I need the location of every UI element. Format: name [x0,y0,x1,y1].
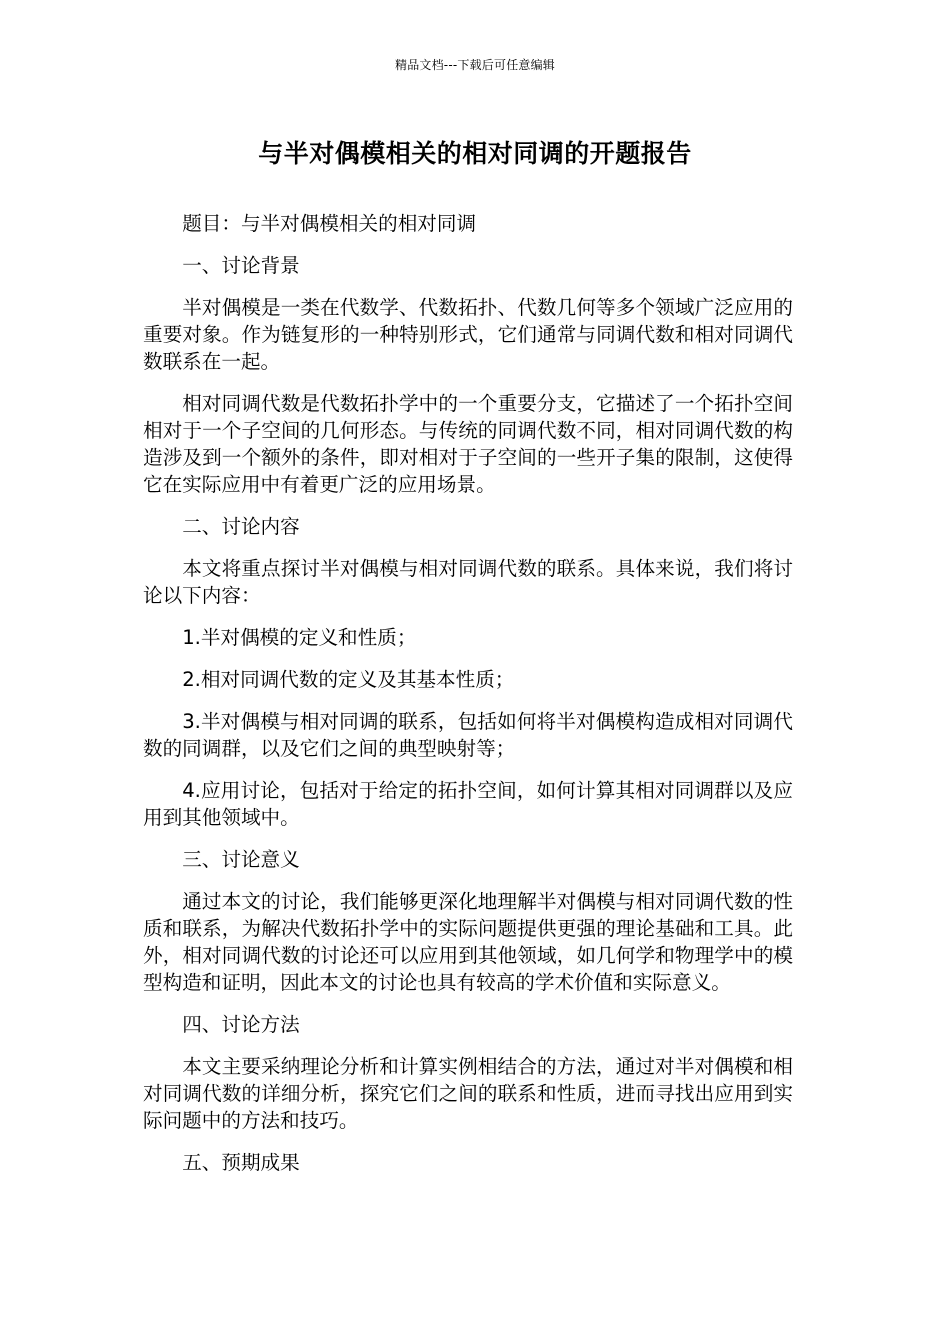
section-heading-method: 四、讨论方法 [182,1013,300,1036]
section-heading-expected-results: 五、预期成果 [182,1151,300,1174]
document-body [143,210,793,1176]
section-heading-content: 二、讨论内容 [182,515,300,538]
list-item: 1.半对偶模的定义和性质； [182,626,417,649]
body-paragraph: 本文主要采纳理论分析和计算实例相结合的方法，通过对半对偶模和相对同调代数的详细分析，探究它们之间的联系和性质，进而寻找出应用到实际问题中的方法和技巧。 [143,1055,793,1132]
body-paragraph: 通过本文的讨论，我们能够更深化地理解半对偶模与相对同调代数的性质和联系，为解决代数拓扑学中的实际问题提供更强的理论基础和工具。此外，相对同调代数的讨论还可以应用到其他领域，如几何学和物理学中的模型构造和证明，因此本文的讨论也具有较高的学术价值和实际意义。 [143,890,793,994]
header-note: 精品文档---下载后可任意编辑 [395,58,555,72]
body-paragraph: 相对同调代数是代数拓扑学中的一个重要分支，它描述了一个拓扑空间相对于一个子空间的几何形态。与传统的同调代数不同，相对同调代数的构造涉及到一个额外的条件，即对相对于子空间的一些开子集的限制，这使得它在实际应用中有着更广泛的应用场景。 [143,392,793,496]
section-heading-significance: 三、讨论意义 [182,848,300,871]
list-item: 2.相对同调代数的定义及其基本性质； [182,668,515,691]
topic-line: 题目：与半对偶模相关的相对同调 [182,212,477,235]
list-item: 3.半对偶模与相对同调的联系，包括如何将半对偶模构造成相对同调代数的同调群，以及它们之间的典型映射等； [143,710,793,760]
body-paragraph: 半对偶模是一类在代数学、代数拓扑、代数几何等多个领域广泛应用的重要对象。作为链复形的一种特别形式，它们通常与同调代数和相对同调代数联系在一起。 [143,296,793,373]
body-paragraph: 本文将重点探讨半对偶模与相对同调代数的联系。具体来说，我们将讨论以下内容： [143,557,793,607]
document-title: 与半对偶模相关的相对同调的开题报告 [258,139,692,168]
list-item: 4.应用讨论，包括对于给定的拓扑空间，如何计算其相对同调群以及应用到其他领域中。 [143,779,793,829]
section-heading-background: 一、讨论背景 [182,254,300,277]
